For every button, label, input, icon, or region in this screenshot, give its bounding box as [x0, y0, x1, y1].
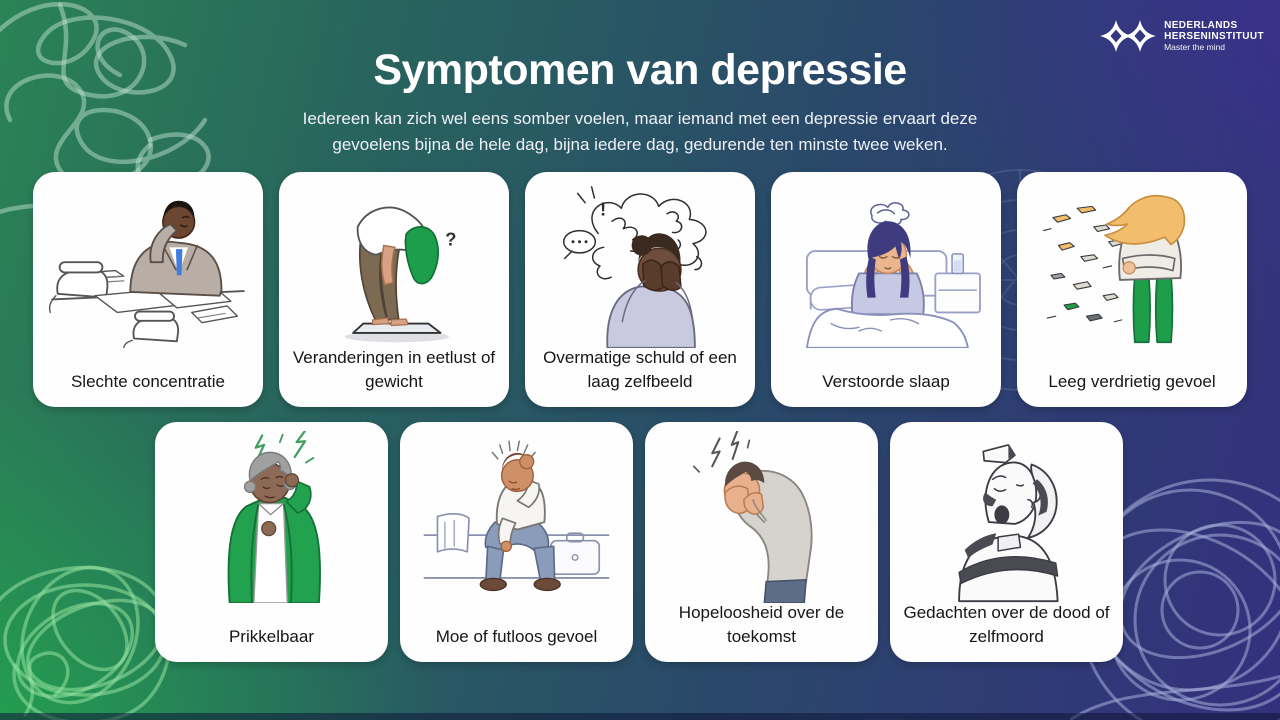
logo-line2: HERSENINSTITUUT [1164, 30, 1264, 42]
illustration-fading-woman [1025, 180, 1239, 349]
illustration-tired-man-sitting [408, 430, 625, 604]
symptom-label: Hopeloosheid over de toekomst [678, 602, 845, 646]
symptom-label: Slechte concentratie [70, 371, 226, 391]
symptom-card-guilt [525, 172, 755, 407]
logo-tagline: Master the mind [1164, 41, 1226, 52]
symptom-card-concentration [33, 172, 263, 407]
illustration-irritable-person [163, 430, 380, 604]
symptom-card-empty [1017, 172, 1247, 407]
symptom-label: Veranderingen in eetlust of gewicht [292, 347, 496, 391]
svg-text:!: ! [599, 198, 607, 220]
bottom-edge-strip [0, 713, 1280, 720]
symptom-label: Prikkelbaar [228, 626, 315, 646]
symptom-card-death-thoughts [890, 422, 1123, 662]
symptom-label: Moe of futloos gevoel [435, 626, 598, 646]
page-subtitle: Iedereen kan zich wel eens somber voelen, maar iemand met een depressie ervaart deze gevoelens bijna de hele dag, bijna iedere dag, gedurende ten minste twee weken. [302, 109, 978, 154]
symptom-label: Gedachten over de dood of zelfmoord [903, 602, 1110, 646]
illustration-woman-in-bed [779, 180, 993, 349]
page-title: Symptomen van depressie [373, 46, 907, 94]
logo-line1: NEDERLANDS [1164, 19, 1238, 31]
illustration-man-at-desk [41, 180, 255, 349]
illustration-person-on-scale [287, 180, 501, 349]
symptom-card-hopelessness [645, 422, 878, 662]
symptom-label: Overmatige schuld of een laag zelfbeeld [543, 347, 737, 391]
symptom-label: Leeg verdrietig gevoel [1048, 371, 1216, 391]
illustration-fragmented-bust [898, 430, 1115, 604]
symptom-label: Verstoorde slaap [822, 371, 950, 391]
illustration-hopeless-man [653, 430, 870, 604]
illustration-scribble-thoughts-woman [533, 180, 747, 349]
symptom-card-sleep [771, 172, 1001, 407]
symptom-card-irritable [155, 422, 388, 662]
question-mark: ? [445, 227, 457, 249]
symptom-card-appetite [279, 172, 509, 407]
symptom-card-fatigue [400, 422, 633, 662]
